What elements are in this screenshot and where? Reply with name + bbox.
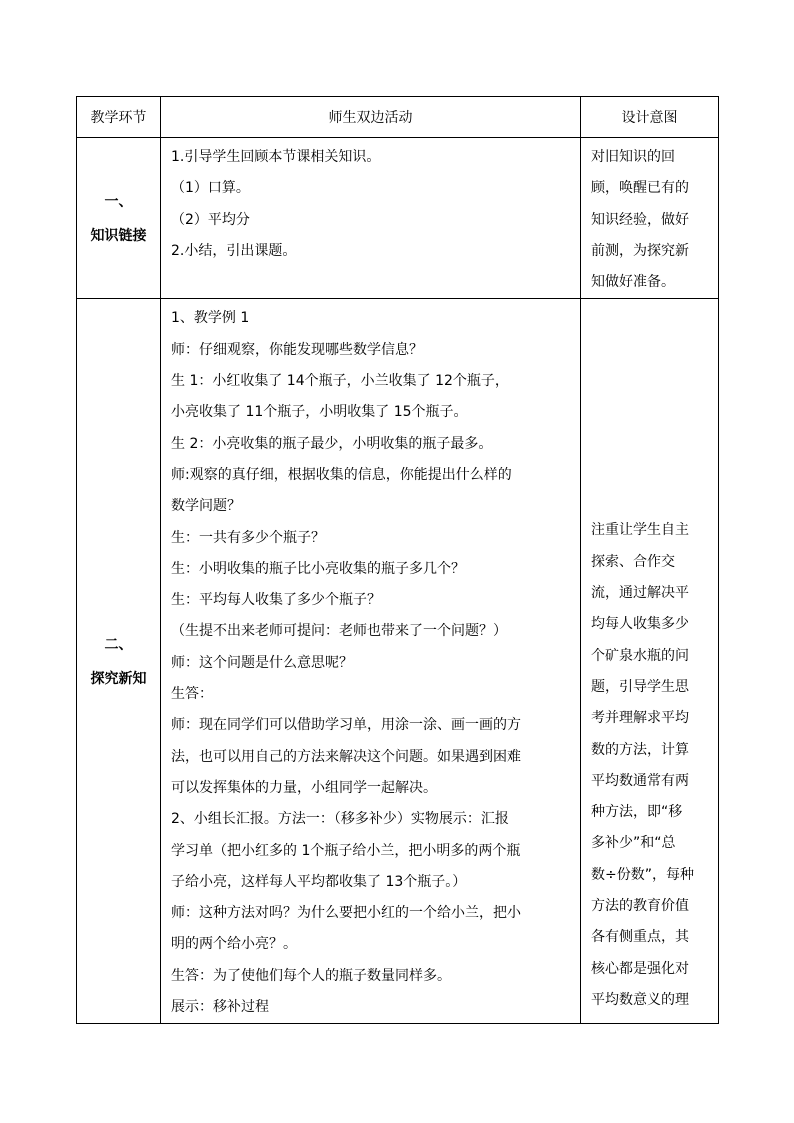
intent-line: 前测，为探究新 xyxy=(591,242,689,259)
activity-line: 学习单（把小红多的 1个瓶子给小兰，把小明多的两个瓶 xyxy=(171,842,521,859)
table-row xyxy=(77,299,719,1024)
intent-line: 个矿泉水瓶的问 xyxy=(591,647,689,664)
intent-line: 各有侧重点，其 xyxy=(591,929,689,946)
intent-line: 探索、合作交 xyxy=(591,553,675,570)
activity-line: 2、小组长汇报。方法一：（移多补少）实物展示：汇报 xyxy=(171,811,509,828)
activity-line: 可以发挥集体的力量，小组同学一起解决。 xyxy=(171,779,437,796)
intent-line: 核心都是强化对 xyxy=(591,960,689,977)
activity-line: 生：平均每人收集了多少个瓶子？ xyxy=(171,592,381,609)
activity-line: （生提不出来老师可提问：老师也带来了一个问题？） xyxy=(171,623,507,640)
stage-name: 探究新知 xyxy=(90,671,147,688)
activity-line: 生：小明收集的瓶子比小亮收集的瓶子多几个？ xyxy=(171,560,465,577)
intent-lines xyxy=(581,299,718,1016)
intent-line: 平均数通常有两 xyxy=(591,772,689,789)
activity-line: 生 2：小亮收集的瓶子最少，小明收集的瓶子最多。 xyxy=(171,435,493,452)
activity-line: 师：这种方法对吗？为什么要把小红的一个给小兰，把小 xyxy=(171,905,521,922)
activity-line: 师：仔细观察，你能发现哪些数学信息？ xyxy=(171,341,423,358)
intent-line: 平均数意义的理 xyxy=(591,991,689,1008)
header-intent: 设计意图 xyxy=(581,97,719,138)
stage-number: 一、 xyxy=(104,194,133,211)
activity-lines xyxy=(161,138,580,267)
activity-line: 展示：移补过程 xyxy=(171,999,269,1016)
intent-line: 数÷份数”，每种 xyxy=(591,866,694,883)
intent-line: 顾，唤醒已有的 xyxy=(591,180,689,197)
intent-line: 多补少”和“总 xyxy=(591,835,676,852)
activity-line: 生答： xyxy=(171,686,213,703)
activity-line: 生 1：小红收集了 14个瓶子，小兰收集了 12个瓶子， xyxy=(171,373,509,390)
activity-cell xyxy=(161,138,581,299)
activity-line: 师：这个问题是什么意思呢？ xyxy=(171,654,353,671)
activity-line: 师：现在同学们可以借助学习单，用涂一涂、画一画的方 xyxy=(171,717,521,734)
activity-line: 法，也可以用自己的方法来解决这个问题。如果遇到困难 xyxy=(171,748,521,765)
intent-line: 数的方法，计算 xyxy=(591,741,689,758)
activity-line: 生：一共有多少个瓶子？ xyxy=(171,529,325,546)
stage-cell xyxy=(77,138,161,299)
header-row xyxy=(77,97,719,138)
intent-lines xyxy=(581,138,718,298)
stage-name: 知识链接 xyxy=(90,228,147,245)
intent-line: 流，通过解决平 xyxy=(591,585,689,602)
activity-line: （1）口算。 xyxy=(171,180,250,197)
intent-line: 方法的教育价值 xyxy=(591,898,689,915)
intent-line: 题，引导学生思 xyxy=(591,678,689,695)
header-activity: 师生双边活动 xyxy=(161,97,581,138)
lesson-plan-table xyxy=(76,96,719,1024)
activity-line: 子给小亮，这样每人平均都收集了 13个瓶子。） xyxy=(171,873,467,890)
activity-line: 数学问题？ xyxy=(171,498,241,515)
intent-cell xyxy=(581,138,719,299)
activity-line: 明的两个给小亮？。 xyxy=(171,936,297,953)
intent-line: 注重让学生自主 xyxy=(591,522,689,539)
activity-line: 1、教学例 1 xyxy=(171,310,250,327)
activity-line: 2.小结，引出课题。 xyxy=(171,242,297,259)
intent-line: 知做好准备。 xyxy=(591,274,675,291)
intent-line: 种方法，即“移 xyxy=(591,804,683,821)
activity-cell xyxy=(161,299,581,1024)
header-stage: 教学环节 xyxy=(77,97,161,138)
table-row xyxy=(77,138,719,299)
intent-cell xyxy=(581,299,719,1024)
intent-line: 均每人收集多少 xyxy=(591,616,689,633)
activity-line: 小亮收集了 11个瓶子，小明收集了 15个瓶子。 xyxy=(171,404,468,421)
activity-line: 师:观察的真仔细，根据收集的信息，你能提出什么样的 xyxy=(171,466,512,483)
activity-line: （2）平均分 xyxy=(171,211,250,228)
intent-line: 知识经验，做好 xyxy=(591,211,689,228)
stage-cell xyxy=(77,299,161,1024)
intent-line: 考并理解求平均 xyxy=(591,710,689,727)
activity-line: 1.引导学生回顾本节课相关知识。 xyxy=(171,149,381,165)
activity-line: 生答：为了使他们每个人的瓶子数量同样多。 xyxy=(171,967,451,984)
intent-line: 对旧知识的回 xyxy=(591,149,675,165)
stage-number: 二、 xyxy=(104,637,133,654)
activity-lines xyxy=(161,299,580,1023)
